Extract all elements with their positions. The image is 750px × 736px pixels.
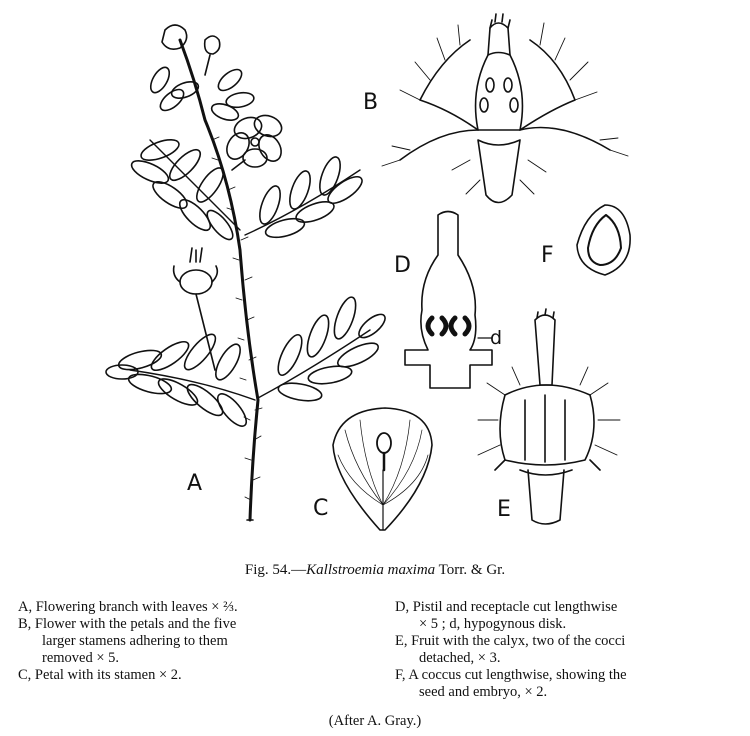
attribution: (After A. Gray.) bbox=[328, 713, 422, 729]
legend-line: C, Petal with its stamen × 2. bbox=[18, 667, 182, 683]
panel-label-d: D bbox=[394, 253, 411, 278]
legend-entry-c bbox=[18, 667, 368, 684]
panel-label-e: E bbox=[497, 497, 511, 522]
flowering-branch-illustration bbox=[106, 25, 389, 520]
legend-line: × 5 ; d, hypogynous disk. bbox=[419, 616, 567, 632]
legend-entry-f bbox=[395, 667, 740, 701]
caption-prefix: Fig. 54.— bbox=[244, 562, 307, 578]
legend-line: B, Flower with the petals and the five bbox=[18, 616, 237, 632]
panel-label-a: A bbox=[187, 471, 203, 496]
panel-label-f: F bbox=[541, 243, 554, 268]
legend-line: A, Flowering branch with leaves × ⅔. bbox=[18, 599, 238, 615]
legend-line: F, A coccus cut lengthwise, showing the bbox=[395, 667, 627, 683]
caption-authority: Torr. & Gr. bbox=[435, 562, 506, 578]
panel-label-c: C bbox=[313, 496, 329, 521]
legend-line: detached, × 3. bbox=[419, 650, 501, 666]
caption-species: Kallstroemia maxima bbox=[306, 562, 436, 578]
coccus-section-illustration bbox=[577, 205, 630, 275]
legend-entry-d bbox=[395, 599, 740, 633]
legend-entry-a bbox=[18, 599, 368, 616]
legend-entry-e bbox=[395, 633, 740, 667]
legend-line: removed × 5. bbox=[42, 650, 120, 666]
legend-line: E, Fruit with the calyx, two of the cocci bbox=[395, 633, 626, 649]
panel-label-d-disk: d bbox=[490, 327, 503, 349]
legend-line: larger stamens adhering to them bbox=[42, 633, 228, 649]
legend-entry-b bbox=[18, 616, 368, 667]
figure-caption bbox=[0, 562, 750, 579]
panel-label-b: B bbox=[363, 90, 379, 115]
legend-right-column bbox=[395, 599, 740, 701]
pistil-section-illustration bbox=[405, 212, 492, 389]
flower-illustration bbox=[382, 14, 628, 203]
legend-line: seed and embryo, × 2. bbox=[419, 684, 548, 700]
petal-illustration bbox=[333, 408, 432, 530]
legend-left-column bbox=[18, 599, 368, 684]
legend-line: D, Pistil and receptacle cut lengthwise bbox=[395, 599, 618, 615]
